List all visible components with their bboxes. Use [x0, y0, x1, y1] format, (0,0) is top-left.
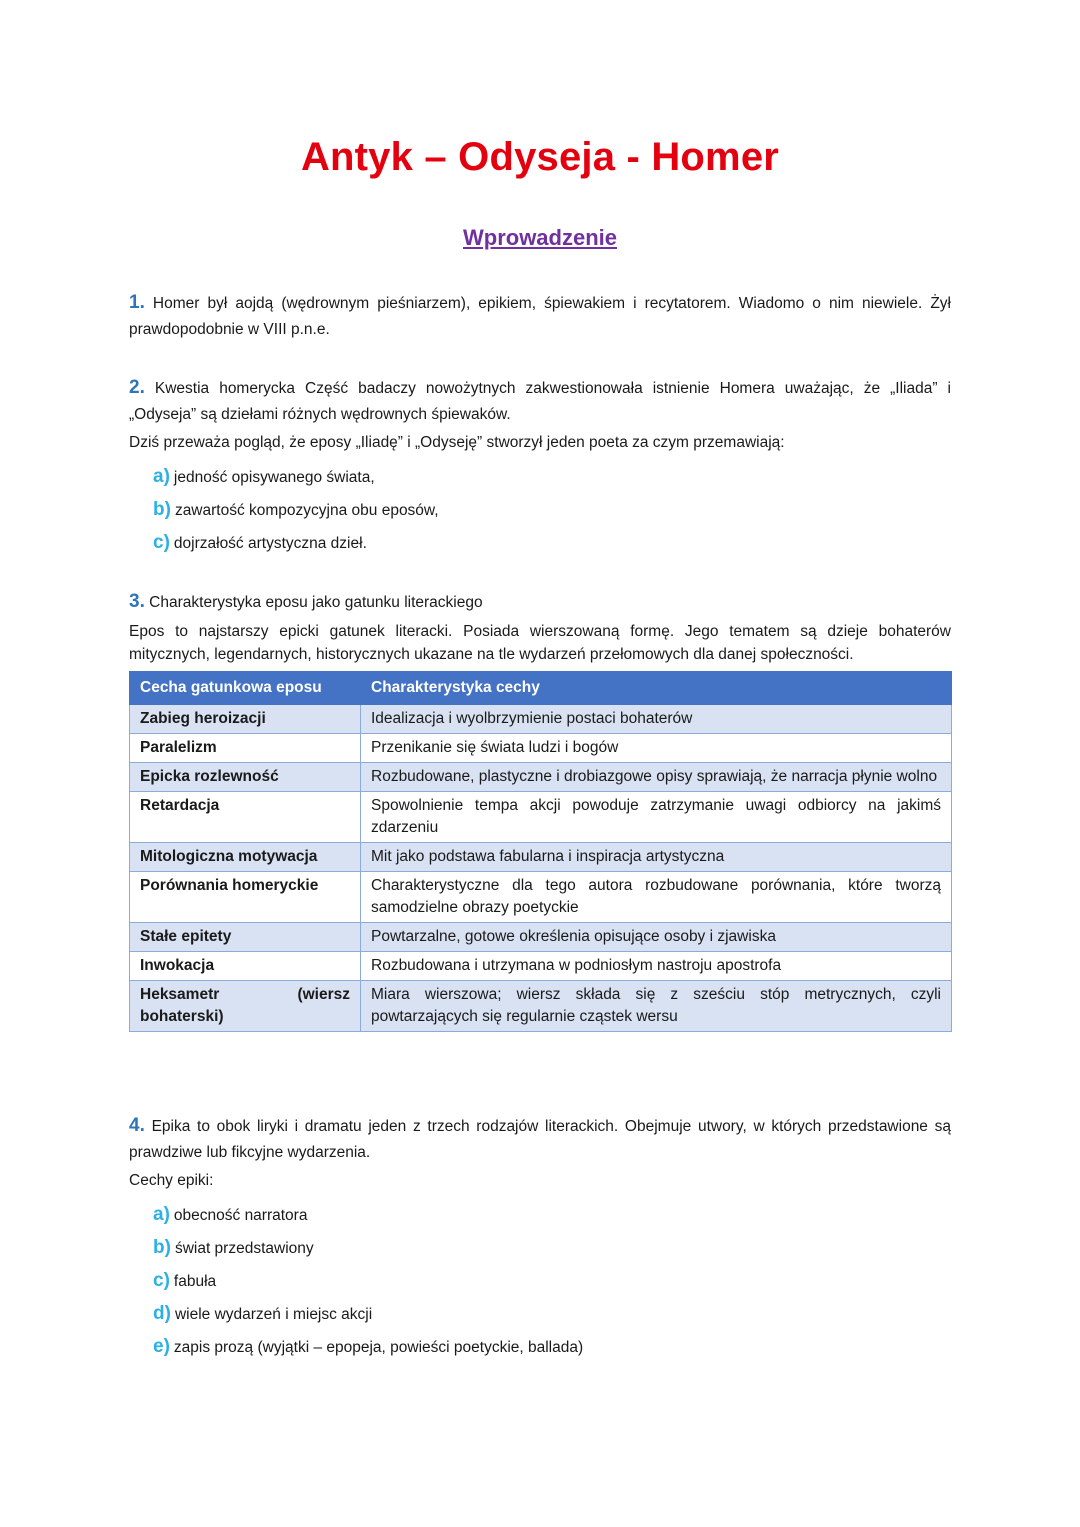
feature-name-cell: Zabieg heroizacji: [130, 705, 361, 734]
section-4-list: [129, 1198, 951, 1363]
page-title: Antyk – Odyseja - Homer: [300, 135, 780, 179]
list-item-text: obecność narratora: [173, 1207, 308, 1224]
feature-description-cell: Przenikanie się świata ludzi i bogów: [361, 734, 952, 763]
list-item-text: fabuła: [173, 1273, 217, 1290]
table-row: [130, 872, 952, 923]
table-row: [130, 981, 952, 1032]
list-marker: e): [153, 1336, 170, 1357]
table-row: [130, 705, 952, 734]
list-item-text: wiele wydarzeń i miejsc akcji: [174, 1306, 373, 1323]
feature-name-cell: Inwokacja: [130, 952, 361, 981]
section-4: [129, 1113, 951, 1363]
list-item-text: dojrzałość artystyczna dzieł.: [173, 535, 367, 552]
section-3-heading: [129, 589, 951, 616]
table-header-row: [130, 672, 952, 705]
section-2-text: Kwestia homerycka Część badaczy nowożytnych zakwestionowała istnienie Homera uważając, że „Iliada” i „Odyseja” są dziełami różnych wędrownych śpiewaków.: [129, 380, 951, 423]
feature-name-cell: Retardacja: [130, 792, 361, 843]
feature-description-cell: Rozbudowana i utrzymana w podniosłym nastroju apostrofa: [361, 952, 952, 981]
section-number: 1.: [129, 292, 145, 313]
table-body: [130, 705, 952, 1032]
list-item: [153, 460, 951, 493]
section-subtitle: Wprowadzenie: [462, 225, 617, 250]
list-marker: c): [153, 1270, 170, 1291]
section-4-paragraph: [129, 1113, 951, 1166]
list-marker: a): [153, 466, 170, 487]
table-row: [130, 923, 952, 952]
list-marker: b): [153, 1237, 171, 1258]
section-2-paragraph: [129, 375, 951, 428]
section-2: [129, 375, 951, 559]
list-item: [153, 1330, 951, 1363]
feature-name-cell: Epicka rozlewność: [130, 763, 361, 792]
list-item: [153, 1231, 951, 1264]
epos-features-table: [129, 671, 952, 1032]
table-row: [130, 763, 952, 792]
table-header-description: Charakterystyka cechy: [361, 672, 952, 705]
list-item-text: zapis prozą (wyjątki – epopeja, powieści poetyckie, ballada): [173, 1339, 584, 1356]
list-item: [153, 1264, 951, 1297]
feature-description-cell: Rozbudowane, plastyczne i drobiazgowe opisy sprawiają, że narracja płynie wolno: [361, 763, 952, 792]
section-2-list: [129, 460, 951, 559]
feature-description-cell: Miara wierszowa; wiersz składa się z sześciu stóp metrycznych, czyli powtarzających się regularnie cząstek wersu: [361, 981, 952, 1032]
section-3: [129, 589, 951, 1032]
table-header-feature: Cecha gatunkowa eposu: [130, 672, 361, 705]
list-item: [153, 1297, 951, 1330]
list-item: [153, 1198, 951, 1231]
list-marker: b): [153, 499, 171, 520]
feature-description-cell: Mit jako podstawa fabularna i inspiracja artystyczna: [361, 843, 952, 872]
feature-name-cell: Heksametr (wiersz bohaterski): [130, 981, 361, 1032]
table-row: [130, 734, 952, 763]
feature-description-cell: Idealizacja i wyolbrzymienie postaci bohaterów: [361, 705, 952, 734]
feature-description-cell: Powtarzalne, gotowe określenia opisujące osoby i zjawiska: [361, 923, 952, 952]
section-1-paragraph: [129, 290, 951, 343]
section-number: 4.: [129, 1115, 145, 1136]
section-number: 2.: [129, 377, 145, 398]
feature-name-cell: Paralelizm: [130, 734, 361, 763]
table-row: [130, 952, 952, 981]
table-row: [130, 792, 952, 843]
section-3-paragraph: Epos to najstarszy epicki gatunek literacki. Posiada wierszowaną formę. Jego tematem są dzieje bohaterów mitycznych, legendarnych, historycznych ukazane na tle wydarzeń przełomowych dla danej społeczności.: [129, 623, 951, 663]
feature-name-cell: Stałe epitety: [130, 923, 361, 952]
section-4-paragraph-2: Cechy epiki:: [129, 1172, 214, 1189]
list-item-text: jedność opisywanego świata,: [173, 469, 375, 486]
section-3-heading-text: Charakterystyka eposu jako gatunku literackiego: [149, 594, 483, 611]
section-1: [129, 290, 951, 343]
section-4-text: Epika to obok liryki i dramatu jeden z trzech rodzajów literackich. Obejmuje utwory, w których przedstawione są prawdziwe lub fikcyjne wydarzenia.: [129, 1118, 951, 1161]
feature-name-cell: Porównania homeryckie: [130, 872, 361, 923]
list-item-text: zawartość kompozycyjna obu eposów,: [174, 502, 439, 519]
list-item-text: świat przedstawiony: [174, 1240, 314, 1257]
list-item: [153, 526, 951, 559]
feature-description-cell: Charakterystyczne dla tego autora rozbudowane porównania, które tworzą samodzielne obrazy poetyckie: [361, 872, 952, 923]
section-1-text: Homer był aojdą (wędrownym pieśniarzem), epikiem, śpiewakiem i recytatorem. Wiadomo o nim niewiele. Żył prawdopodobnie w VIII p.n.e.: [129, 295, 952, 338]
section-number: 3.: [129, 591, 145, 612]
list-marker: d): [153, 1303, 171, 1324]
feature-name-cell: Mitologiczna motywacja: [130, 843, 361, 872]
list-marker: a): [153, 1204, 170, 1225]
table-row: [130, 843, 952, 872]
list-item: [153, 493, 951, 526]
list-marker: c): [153, 532, 170, 553]
feature-description-cell: Spowolnienie tempa akcji powoduje zatrzymanie uwagi odbiorcy na jakimś zdarzeniu: [361, 792, 952, 843]
section-2-paragraph-2: Dziś przeważa pogląd, że eposy „Iliadę” i „Odyseję” stworzył jeden poeta za czym przemawiają:: [129, 434, 785, 451]
